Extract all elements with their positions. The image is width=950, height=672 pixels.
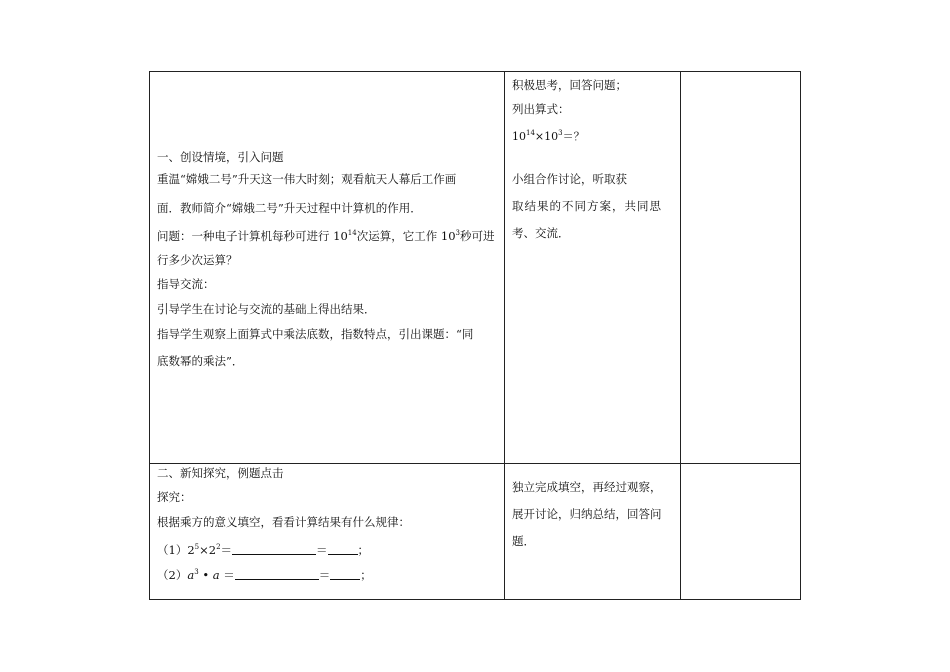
text-line: 重温“嫦娥二号”升天这一伟大时刻；观看航天人幕后工作画 [157, 172, 457, 186]
exercise-text: （1）2 [157, 543, 195, 557]
text-line: 底数幂的乘法”． [157, 354, 244, 368]
table-border-right [800, 71, 801, 600]
question-text: 次运算，它工作 10 [356, 229, 456, 243]
answer-blank [235, 569, 319, 580]
multiply-dot: • [202, 568, 210, 582]
table-border-left [149, 71, 150, 600]
text-line: 题． [512, 534, 535, 548]
text-line: 积极思考，回答问题； [512, 78, 627, 92]
text-line: 指导学生观察上面算式中乘法底数，指数特点，引出课题：“同 [157, 327, 474, 341]
table-border-bottom [149, 599, 801, 600]
expression-text: 10 [512, 130, 526, 143]
equals-sign: ＝ [223, 568, 235, 582]
guide-label: 指导交流： [157, 277, 215, 291]
exercise-item [157, 562, 502, 586]
exponent: 14 [347, 229, 357, 237]
text-line: 行多少次运算？ [157, 253, 238, 267]
equals-sign: ＝ [318, 568, 331, 582]
student-activity-cell-2 [512, 477, 677, 553]
text-line: 独立完成填空，再经过观察， [512, 480, 662, 494]
exponent: 3 [558, 129, 563, 137]
teacher-activity-cell-2 [157, 463, 502, 586]
expression-line [512, 123, 677, 169]
question-line [157, 223, 502, 250]
exponent: 5 [194, 543, 200, 551]
section-heading: 一、创设情境，引入问题 [157, 150, 284, 164]
text-line: 探究： [157, 490, 192, 504]
text-line: 面．教师简介“嫦娥二号”升天过程中计算机的作用． [157, 201, 422, 215]
punctuation: ； [357, 543, 370, 557]
variable: a [187, 568, 195, 582]
teacher-activity-cell-1 [157, 147, 502, 373]
exponent: 3 [194, 568, 199, 576]
exponent: 3 [455, 229, 460, 237]
student-activity-cell-1 [512, 75, 677, 245]
exercise-text: （2） [157, 568, 188, 582]
text-line: 取结果的不同方案，共同思 [512, 199, 662, 213]
section-heading: 二、新知探究，例题点击 [157, 466, 284, 480]
text-line: 小组合作讨论，听取获 [512, 172, 627, 186]
table-column-divider [504, 71, 505, 600]
text-line: 展开讨论，归纳总结，回答问 [512, 507, 662, 521]
answer-blank [330, 569, 360, 580]
text-line: 引导学生在讨论与交流的基础上得出结果． [157, 302, 376, 316]
exponent: 14 [526, 129, 535, 137]
text-line: 考、交流． [512, 226, 570, 240]
question-text: 问题：一种电子计算机每秒可进行 10 [157, 229, 348, 243]
answer-blank [232, 544, 316, 555]
table-border-top [149, 71, 801, 72]
exercise-text: ×2 [199, 543, 217, 557]
answer-blank [328, 544, 358, 555]
text-line: 列出算式： [512, 102, 570, 116]
expression-text: ＝？ [562, 130, 585, 143]
table-column-divider [680, 71, 681, 600]
exercise-item [157, 537, 502, 562]
expression-text: ×10 [534, 130, 559, 143]
variable: a [212, 568, 220, 582]
punctuation: ； [360, 568, 372, 582]
equals-sign: ＝ [220, 543, 233, 557]
text-line: 根据乘方的意义填空，看看计算结果有什么规律： [157, 515, 410, 529]
question-text: 秒可进 [459, 229, 495, 243]
equals-sign: ＝ [316, 543, 328, 557]
exponent: 2 [216, 543, 221, 551]
